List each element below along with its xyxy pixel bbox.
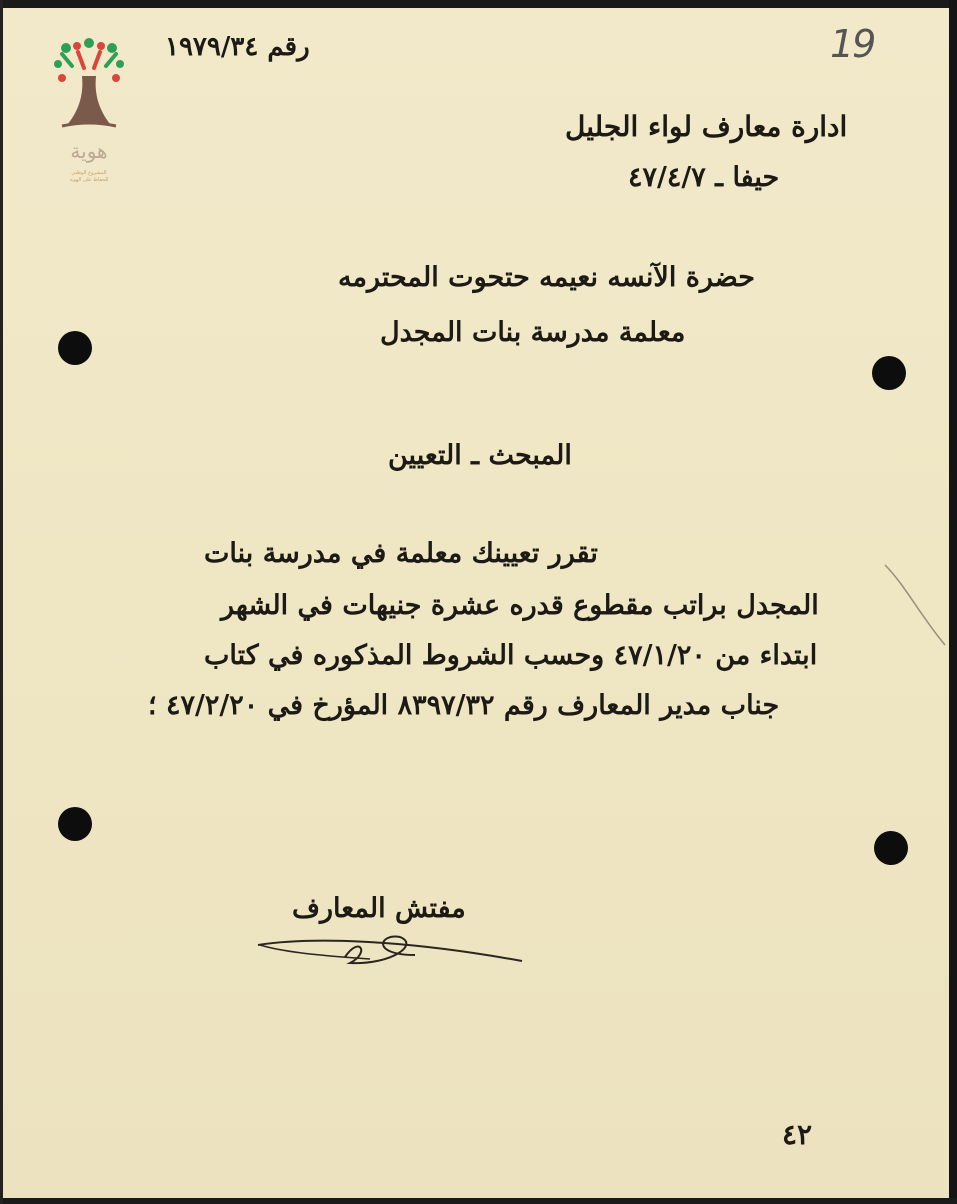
punch-hole bbox=[58, 331, 92, 365]
archive-logo bbox=[48, 36, 130, 186]
issuing-office: ادارة معارف لواء الجليل bbox=[565, 110, 848, 143]
body-line-3: ابتداء من ٤٧/١/٢٠ وحسب الشروط المذكوره في كتاب bbox=[204, 640, 818, 671]
reference-number: رقم ١٩٧٩/٣٤ bbox=[165, 32, 310, 62]
punch-hole bbox=[872, 356, 906, 390]
folio-number: 19 bbox=[830, 22, 875, 66]
svg-text:للحفاظ على الهوية: للحفاظ على الهوية bbox=[69, 177, 109, 183]
scan-border-bottom bbox=[0, 1198, 957, 1204]
handwritten-signature bbox=[250, 915, 540, 975]
punch-hole bbox=[874, 831, 908, 865]
addressee-title: معلمة مدرسة بنات المجدل bbox=[380, 317, 686, 348]
family-tree-logo-icon bbox=[48, 36, 130, 186]
subject-line: المبحث ـ التعيين bbox=[388, 440, 572, 471]
signatory-title: مفتش المعارف bbox=[292, 893, 466, 924]
body-line-2: المجدل براتب مقطوع قدره عشرة جنيهات في الشهر bbox=[221, 590, 819, 621]
punch-hole bbox=[58, 807, 92, 841]
scan-border-right bbox=[949, 0, 957, 1204]
scan-border-left bbox=[0, 0, 3, 1204]
body-line-4: جناب مدير المعارف رقم ٨٣٩٧/٣٢ المؤرخ في ٤٧/٢/٢٠ ؛ bbox=[148, 690, 780, 721]
logo-wordmark: هوية bbox=[70, 139, 108, 163]
body-line-1: تقرر تعيينك معلمة في مدرسة بنات bbox=[204, 538, 598, 569]
page-number: ٤٢ bbox=[782, 1118, 813, 1151]
scan-border-top bbox=[0, 0, 957, 8]
addressee-name: حضرة الآنسه نعيمه حتحوت المحترمه bbox=[338, 262, 755, 293]
svg-text:المشروع الوطني: المشروع الوطني bbox=[71, 170, 107, 176]
paper-crease-mark bbox=[880, 560, 950, 650]
place-and-date: حيفا ـ ٤٧/٤/٧ bbox=[628, 162, 780, 193]
